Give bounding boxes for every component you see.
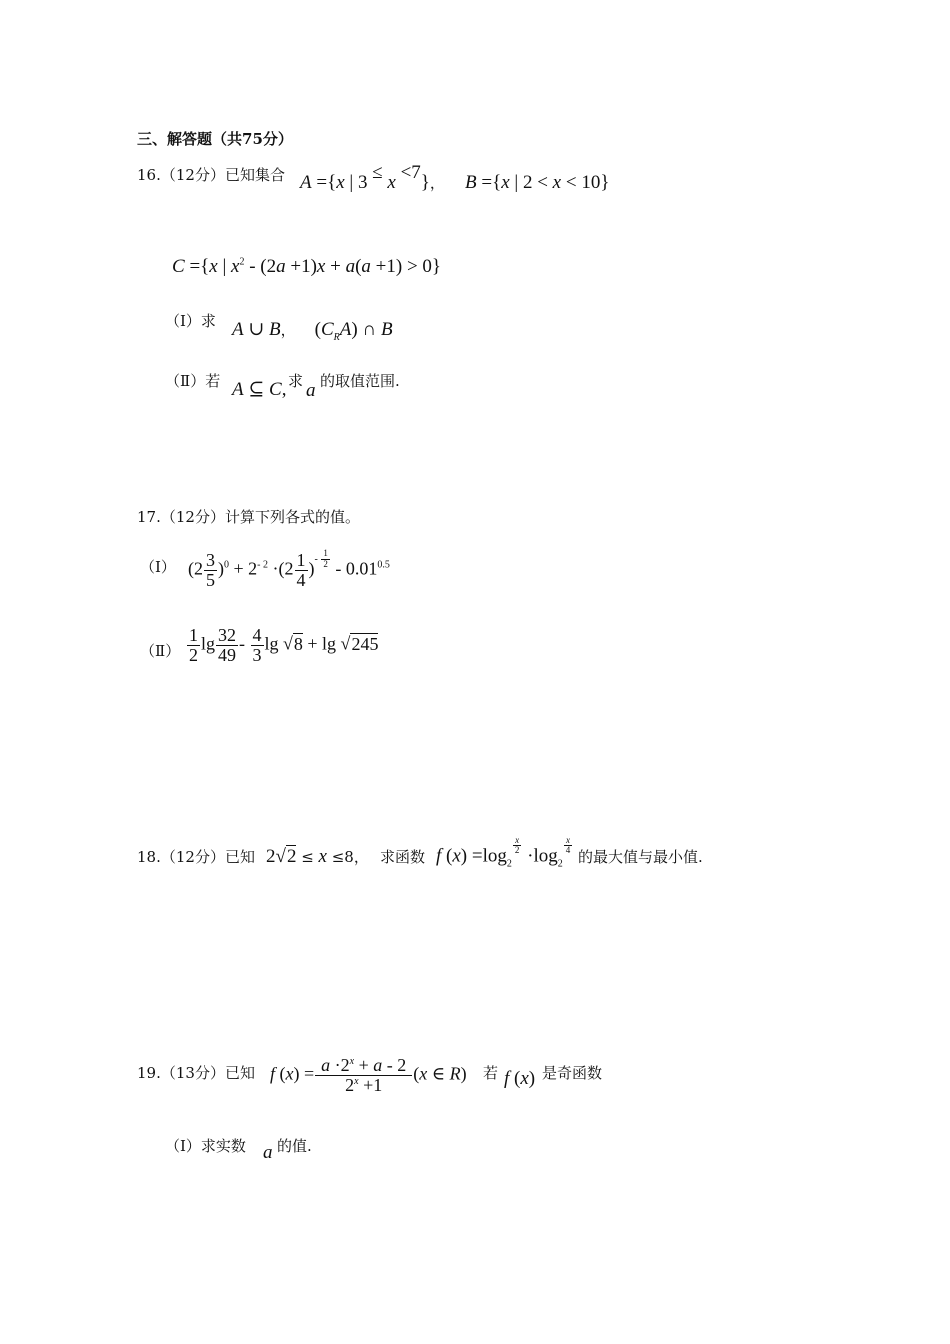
fx-expression: f (x) xyxy=(504,1068,536,1089)
question-number: 16. xyxy=(137,166,161,184)
variable-a: a xyxy=(306,380,316,401)
question-points: （13分） xyxy=(160,1064,225,1082)
section-title: 三、解答题（共75分） xyxy=(137,130,293,148)
question-16-header xyxy=(137,164,285,185)
question-points: （12分） xyxy=(160,848,225,866)
function-expression: f $(x) =\log_2$ $^{\frac{x}{2}}$ $\cdot\log_2$ $^{\frac{x}{4}}$ xyxy=(436,835,571,870)
question-points: （12分） xyxy=(160,166,225,184)
part-1-expression: (2 $\frac{3}{5}$ )$^0 + 2^{- 2} \cdot(2$ $\frac{1}{4}$ )$^{- \frac{1}{2}}$ - $0.01^{0.5}$ xyxy=(188,548,390,590)
odd-text: 是奇函数 xyxy=(542,1064,603,1082)
condition-expression: 2√2 ≤ x ≤8， xyxy=(266,846,369,867)
tail-text: 的最大值与最小值. xyxy=(578,848,703,866)
set-c-expression: C ={x | $x^2 - (2a +1)x + a(a +1) > 0$} xyxy=(172,256,442,277)
question-18-header xyxy=(137,846,255,867)
part-2-tail: 的取值范围. xyxy=(320,372,400,390)
part-1-tail: 的值. xyxy=(277,1137,312,1155)
question-stem: 已知 xyxy=(224,848,255,866)
question-17-header xyxy=(137,506,360,527)
set-b-expression: B ={x | 2 < x < 10} xyxy=(465,172,610,193)
part-2-label: （Ⅱ）若 xyxy=(165,372,221,390)
part-2-condition: A ⊆ C, xyxy=(232,379,287,400)
if-text: 若 xyxy=(483,1064,499,1082)
question-number: 18. xyxy=(137,848,161,866)
part-1-label: （Ⅰ）求 xyxy=(165,312,216,330)
function-expression: f (x) = $\frac{a \cdot 2^x + a - 2}{2^x +1}$ (x ∈ R) xyxy=(270,1055,467,1095)
question-points: （12分） xyxy=(160,508,225,526)
question-number: 17. xyxy=(137,508,161,526)
question-19-header xyxy=(137,1062,255,1083)
variable-a: a xyxy=(263,1142,273,1163)
part-1-label: （Ⅰ） xyxy=(140,558,176,576)
question-stem: 已知集合 xyxy=(224,166,285,184)
part-2-ask: 求 xyxy=(288,372,304,390)
question-stem: 计算下列各式的值。 xyxy=(224,508,360,526)
part-1-expression: A ∪ B， $(C_RA)$ ∩ B xyxy=(232,319,393,343)
part-1-label: （Ⅰ）求实数 xyxy=(165,1137,246,1155)
set-a-expression: A ={x | 3 ≤ x <7}， xyxy=(300,162,445,193)
part-2-label: （Ⅱ） xyxy=(140,642,181,660)
question-number: 19. xyxy=(137,1064,161,1082)
part-2-expression: $\frac{1}{2}$ lg $\frac{32}{49}$ - $\frac{4}{3}$ lg √8 + lg √245 xyxy=(189,625,379,665)
question-stem: 已知 xyxy=(224,1064,255,1082)
ask-text: 求函数 xyxy=(380,848,426,866)
